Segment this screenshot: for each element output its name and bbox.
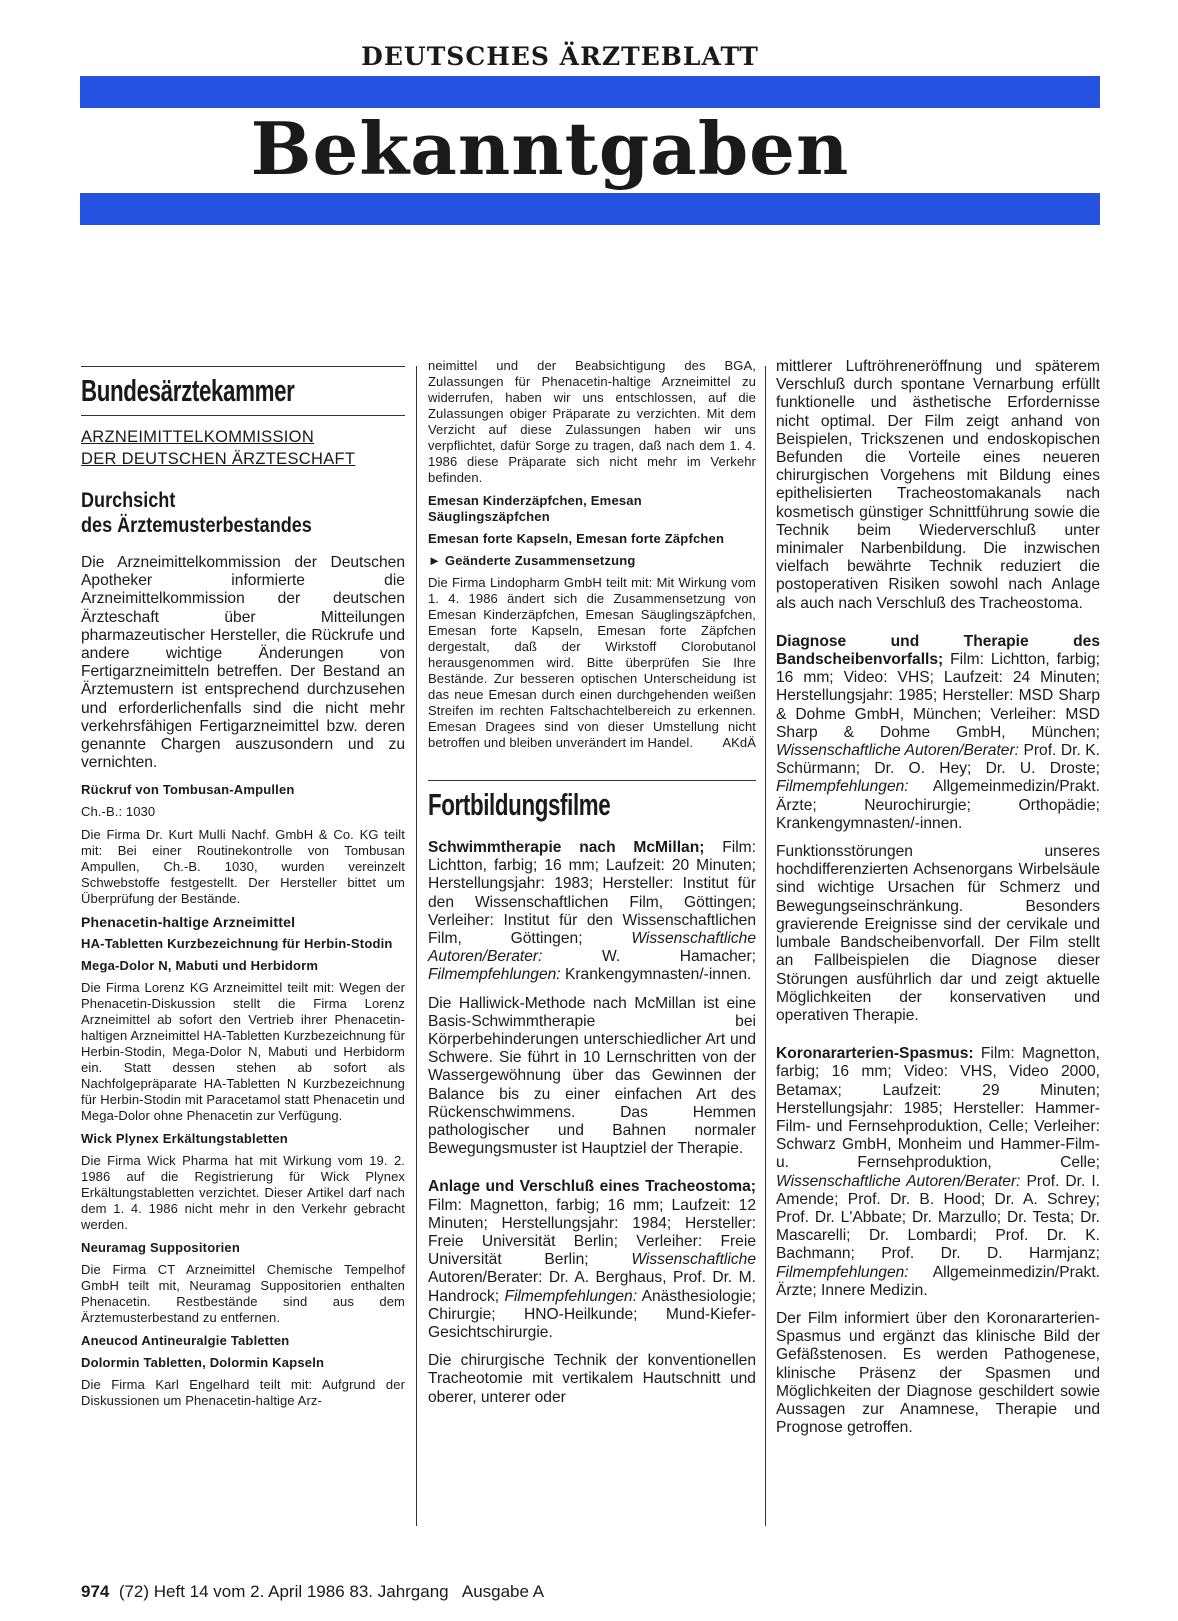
org-rule-bottom bbox=[81, 415, 405, 416]
item-heading: Wick Plynex Erkältungstabletten bbox=[81, 1131, 288, 1147]
intro-paragraph: Die Arzneimittelkommission der Deutschen Apotheker informierte die Arzneimittelkommission der deutschen Ärzteschaft über Mitteilungen pharmazeutischer Hersteller, die Rückrufe und andere wichtige Änderungen von Fertigarzneimitteln betreffen. Der Bestand an Ärztemustern ist entsprechend durchzusehen und erforderlichenfalls sind die nicht mehr verkehrsfähigen Fertigarzneimittel bzw. deren genannte Chargen auszusondern und zu vernichten. bbox=[81, 554, 405, 772]
journal-masthead: DEUTSCHES ÄRZTEBLATT bbox=[361, 42, 759, 71]
signature: AKdÄ bbox=[722, 735, 756, 750]
item-heading: Rückruf von Tombusan-Ampullen bbox=[81, 782, 295, 798]
film-description: Funktionsstörungen unseres hochdifferenzierten Achsenorgans Wirbelsäule sind wichtige Ursachen für Schmerz und Bewegungseinschränkung. Besonders gravierende Ereignisse sind der cervikale und lumbale Bandscheibenvorfall. Der Film stellt an Fallbeispielen die Diagnose dieser Störungen ausführlich dar und zeigt aktuelle Möglichkeiten der konservativen und operativen Therapie. bbox=[776, 843, 1100, 1024]
item-heading: ► Geänderte Zusammensetzung bbox=[428, 553, 636, 568]
film-label: Wissenschaftliche bbox=[631, 1251, 756, 1269]
film-label: Filmempfehlungen: bbox=[776, 1263, 909, 1281]
film-entry bbox=[776, 633, 1100, 833]
section-title: Bekanntgaben bbox=[250, 106, 850, 191]
article-title-line-2: des Ärztemusterbestandes bbox=[81, 514, 312, 537]
item-paragraph: Die Firma Wick Pharma hat mit Wirkung vom 19. 2. 1986 auf die Registrierung für Wick Plynex Erkältungstabletten verzichtet. Dieser Artikel darf nach dem 1. 4. 1986 nicht mehr in den Verkehr gebracht werden. bbox=[81, 1153, 405, 1233]
film-details: Krankengymnasten/-innen. bbox=[560, 966, 752, 984]
film-entry bbox=[776, 1045, 1100, 1300]
item-paragraph: Die Firma Dr. Kurt Mulli Nachf. GmbH & Co. KG teilt mit: Bei einer Routinekontrolle von Tombusan Ampullen, Ch.-B. 1030, wurden vereinzelt Schwebstoffe festgestellt. Der Hersteller bittet um Überprüfung der Bestände. bbox=[81, 827, 405, 907]
film-title: Anlage und Verschluß eines Tracheostoma; bbox=[428, 1178, 756, 1196]
film-title: Schwimmtherapie nach McMillan; bbox=[428, 839, 705, 856]
film-description: Die chirurgische Technik der konventionellen Tracheotomie mit vertikalem Hautschnitt und oberer, unterer oder bbox=[428, 1352, 756, 1406]
film-label: Filmempfehlungen: bbox=[504, 1287, 638, 1305]
film-title: Koronararterien-Spasmus: bbox=[776, 1045, 974, 1063]
item-paragraph: Die Firma CT Arzneimittel Chemische Tempelhof GmbH teilt mit, Neuramag Suppositorien enthalten Phenacetin. Restbestände sind aus dem Ärztemusterbestand zu entfernen. bbox=[81, 1262, 405, 1326]
commission-line-2: DER DEUTSCHEN ÄRZTESCHAFT bbox=[81, 450, 356, 468]
film-label: Wissenschaftliche Autoren/Berater: bbox=[428, 930, 756, 966]
film-description: Der Film informiert über den Koronararterien-Spasmus und ergänzt das klinische Bild der Gefäßstenosen. Es werden Pathogenese, klinische Präsenz der Spasmen und Möglichkeiten der Diagnose geschildert sowie Aussagen zur Anamnese, Therapie und Prognose getroffen. bbox=[776, 1309, 1100, 1437]
article-title-line-1: Durchsicht bbox=[81, 489, 176, 512]
org-rule-top bbox=[81, 366, 405, 367]
item-paragraph bbox=[428, 575, 756, 751]
film-details: Autoren/Berater: Dr. A. Berghaus, Prof. Dr. M. Handrock; bbox=[428, 1269, 756, 1305]
item-heading: HA-Tabletten Kurzbezeichnung für Herbin-Stodin bbox=[81, 936, 393, 952]
org-heading: Fortbildungsfilme bbox=[428, 787, 611, 822]
charge-number: Ch.-B.: 1030 bbox=[81, 804, 156, 820]
item-heading: Neuramag Suppositorien bbox=[81, 1240, 240, 1256]
film-details: Prof. Dr. I. Amende; Prof. Dr. B. Hood; Dr. A. Schrey; Prof. Dr. L'Abbate; Dr. Marzullo; Dr. Testa; Dr. Mascarelli; Dr. Lombardi; Prof. Dr. K. Bachmann; Prof. Dr. D. Harmjanz; bbox=[776, 1172, 1100, 1263]
column-1 bbox=[81, 366, 405, 1416]
item-heading: Aneucod Antineuralgie Tabletten bbox=[81, 1333, 290, 1349]
blue-band-bottom bbox=[80, 193, 1100, 225]
org-rule-top bbox=[428, 780, 756, 781]
film-title: Diagnose und Therapie des Bandscheibenvorfalls; bbox=[776, 632, 1100, 669]
film-description: Die Halliwick-Methode nach McMillan ist eine Basis-Schwimmtherapie bei Körperbehinderungen unterschiedlicher Art und Schwere. Sie führt in 10 Lernschritten von der Wassergewöhnung über das Gewinnen der Balance bis zu einer einfachen Art des Rückenschwimmens. Das Hemmen pathologischer und Bahnen normaler Bewegungsmuster ist Hauptziel der Therapie. bbox=[428, 994, 756, 1158]
item-heading: Mega-Dolor N, Mabuti und Herbidorm bbox=[81, 958, 319, 974]
film-details: Allgemeinmedizin/Prakt. Ärzte; Neurochirurgie; Orthopädie; Krankengymnasten/-innen. bbox=[776, 778, 1100, 832]
film-details: Film: Magnetton, farbig; 16 mm; Video: VHS, Video 2000, Betamax; Laufzeit: 29 Minuten; Herstellungsjahr: 1985; Hersteller: Hammer-Film- und Fernsehproduktion, Celle; Verleiher: Schwarz GmbH, Monheim und Hammer-Film- u. Fernsehproduktion, Celle; bbox=[776, 1045, 1100, 1172]
page-number: 974 bbox=[81, 1582, 110, 1601]
item-paragraph: Die Firma Lorenz KG Arzneimittel teilt mit: Wegen der Phenacetin-Diskussion stellt die Firma Lorenz Arzneimittel ab sofort den Vertrieb ihrer Phenacetin-haltigen Arzneimittel HA-Tabletten Kurzbezeichnung für Herbin-Stodin, Mega-Dolor N, Mabuti und Herbidorm ein. Statt dessen stehen ab sofort als Nachfolgepräparate HA-Tabletten N Kurzbezeichnung für Herbin-Stodin mit Paracetamol statt Phenacetin und Mega-Dolor ohne Phenacetin zur Verfügung. bbox=[81, 980, 405, 1124]
commission-line-1: ARZNEIMITTELKOMMISSION bbox=[81, 428, 315, 446]
article-title bbox=[81, 488, 360, 538]
film-label: Wissenschaftliche Autoren/Berater: bbox=[776, 1172, 1021, 1190]
item-heading: Phenacetin-haltige Arzneimittel bbox=[81, 914, 296, 931]
film-details: W. Hamacher; bbox=[542, 948, 756, 966]
column-2 bbox=[428, 358, 757, 1417]
org-heading: Bundesärztekammer bbox=[81, 373, 295, 408]
item-heading: Emesan Kinderzäpfchen, Emesan Säuglingszäpfchen bbox=[428, 493, 642, 524]
film-details: Prof. Dr. K. Schürmann; Dr. O. Hey; Dr. U. Droste; bbox=[776, 742, 1100, 778]
film-entry bbox=[428, 839, 756, 985]
film-details: Film: Lichtton, farbig; 16 mm; Video: VHS; Laufzeit: 24 Minuten; Herstellungsjahr: 1985; Hersteller: MSD Sharp & Dohme GmbH, München; Verleiher: MSD Sharp & Dohme GmbH, München; bbox=[776, 651, 1100, 741]
film-description: mittlerer Luftröhreneröffnung und späterem Verschluß durch spontane Vernarbung erfüllt funktionelle und ästhetische Erfordernisse nicht optimal. Der Film zeigt anhand von Beispielen, Trickszenen und endoskopischen Befunden die Vorteile eines neueren chirurgischen Vorgehens mit Bildung eines epithelisierten Tracheostomakanals nach kosmetisch günstiger Schnittführung sowie die Technik beim Wiederverschluß unter minimaler Narbenbildung. Die inzwischen vielfach bewährte Technik reduziert die postoperativen Risiken sowohl nach Anlage als auch nach Verschluß des Tracheostoma. bbox=[776, 358, 1100, 612]
film-label: Filmempfehlungen: bbox=[428, 966, 561, 984]
film-entry bbox=[428, 1178, 756, 1342]
film-details: Film: Lichtton, farbig; 16 mm; Laufzeit: 20 Minuten; Herstellungsjahr: 1983; Hersteller: Institut für den Wissenschaftlichen Film, Göttingen; Verleiher: Institut für den Wissenschaftlichen Film, Göttingen; bbox=[428, 839, 757, 948]
film-details: Allgemeinmedizin/Prakt. Ärzte; Innere Medizin. bbox=[776, 1263, 1100, 1299]
item-heading: Dolormin Tabletten, Dolormin Kapseln bbox=[81, 1355, 325, 1371]
film-label: Wissenschaftliche Autoren/Berater: bbox=[776, 742, 1019, 760]
column-rule-1 bbox=[416, 366, 417, 1526]
film-details: Anästhesiologie; Chirurgie; HNO-Heilkunde; Mund-Kiefer-Gesichtschirurgie. bbox=[428, 1287, 756, 1342]
film-label: Filmempfehlungen: bbox=[776, 778, 909, 796]
item-paragraph: Die Firma Karl Engelhard teilt mit: Aufgrund der Diskussionen um Phenacetin-haltige Arz- bbox=[81, 1377, 405, 1409]
page-footer bbox=[81, 1582, 544, 1602]
issue-info: (72) Heft 14 vom 2. April 1986 83. Jahrgang Ausgabe A bbox=[109, 1582, 545, 1601]
item-paragraph: neimittel und der Beabsichtigung des BGA, Zulassungen für Phenacetin-haltige Arzneimittel zu widerrufen, haben wir uns entschlossen, auf die Zulassungen obiger Präparate zu verzichten. Mit dem Verzicht auf diese Zulassungen haben wir uns verpflichtet, dafür Sorge zu tragen, daß nach dem 1. 4. 1986 diese Präparate sich nicht mehr im Verkehr befinden. bbox=[428, 358, 756, 485]
column-rule-2 bbox=[765, 366, 766, 1526]
item-heading: Emesan forte Kapseln, Emesan forte Zäpfchen bbox=[428, 531, 725, 546]
column-3 bbox=[776, 358, 1100, 1447]
item-paragraph-text: Die Firma Lindopharm GmbH teilt mit: Mit Wirkung vom 1. 4. 1986 ändert sich die Zusammensetzung von Emesan Kinderzäpfchen, Emesan Säuglingszäpfchen, Emesan forte Kapseln, Emesan forte Zäpfchen dergestalt, daß der Wirkstoff Clorobutanol herausgenommen wird. Bitte überprüfen Sie Ihre Bestände. Zur besseren optischen Unterscheidung ist das neue Emesan durch einen durchgehenden weißen Streifen im rechten Faltschachtelbereich zu erkennen. Emesan Dragees sind von dieser Umstellung nicht betroffen und bleiben unverändert im Handel. bbox=[428, 575, 756, 750]
film-details: Film: Magnetton, farbig; 16 mm; Laufzeit: 12 Minuten; Herstellungsjahr: 1984; Hersteller: Freie Universität Berlin; Verleiher: Freie Universität Berlin; bbox=[428, 1196, 756, 1269]
